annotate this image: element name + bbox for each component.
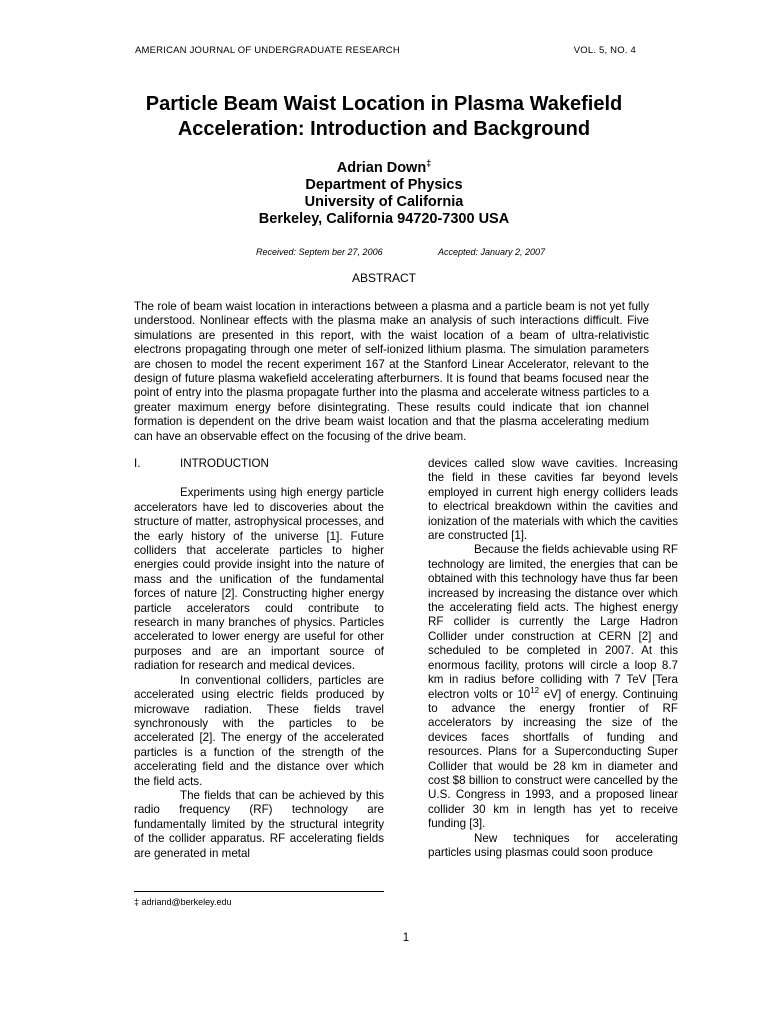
paragraph: In conventional colliders, particles are accelerated using electric fields produced by microwave radiation. These fields travel synchronously with the particles to be accelerated [2]. The energy of the accelerated particles is a function of the strength of the accelerating field and the distance over which the field acts. (134, 673, 384, 788)
paragraph-text: eV] of energy. Continuing to advance the energy frontier of RF accelerators by increasing the size of the devices faces shortfalls of funding and resources. Plans for a Superconducting Super Collider that would be 28 km in diameter and cost $8 billion to construct were cancelled by the U.S. Congress in 1993, and a proposed linear collider 30 km in length has yet to receive funding [3]. (428, 687, 679, 831)
page-number: 1 (402, 932, 410, 944)
title-line-1: Particle Beam Waist Location in Plasma Wakefield (145, 93, 623, 115)
paragraph: New techniques for accelerating particles using plasmas could soon produce (428, 831, 678, 859)
page-number-row (0, 932, 768, 944)
journal-header: AMERICAN JOURNAL OF UNDERGRADUATE RESEARCH (135, 45, 400, 56)
accepted-date: Accepted: January 2, 2007 (438, 247, 546, 257)
paper-title (100, 92, 668, 142)
paragraph: devices called slow wave cavities. Increasing the field in these cavities far beyond levels employed in current high energy colliders leads to electrical breakdown within the cavities and ionization of the materials with which the cavities are constructed [1]. (428, 457, 678, 543)
author-university: University of California (304, 194, 464, 210)
abstract-text: The role of beam waist location in interactions between a plasma and a particle beam is not yet fully understood. Nonlinear effects with the plasma make an analysis of such interactions difficult. Five simulations are presented in this report, with the waist location of a beam of ultra-relativistic electrons propagating through one meter of self-ionized lithium plasma. The simulation parameters are chosen to model the recent experiment 167 at the Stanford Linear Accelerator, relevant to the design of future plasma wakefield accelerating afterburners. It is found that beams focused near the point of entry into the plasma propagate further into the plasma and accelerate witness particles to a greater maximum energy before disintegrating. These results could indicate that ion channel formation is dependent on the drive beam waist location and that the plasma accelerating medium can have an observable effect on the focusing of the drive beam. (134, 300, 649, 443)
author-footnote-mark: ‡ (426, 158, 432, 168)
section-number: I. (134, 457, 141, 470)
abstract-heading: ABSTRACT (351, 271, 416, 285)
author-block (100, 160, 668, 228)
author-name: Adrian Down (336, 160, 427, 176)
author-name-line (100, 160, 668, 177)
author-department: Department of Physics (305, 177, 463, 193)
section-heading (134, 457, 384, 471)
title-line-2: Acceleration: Introduction and Background (177, 118, 591, 140)
paragraph: Experiments using high energy particle accelerators have led to discoveries about the structure of matter, astrophysical processes, and the early history of the universe [1]. Future colliders that accelerate particles to higher energies could provide insight into the nature of mass and the unification of the fundamental forces of nature [2]. Constructing higher energy particle accelerators could contribute to research in many branches of physics. Particles accelerated to lower energy are useful for other purposes and are an important source of radiation for research and medical devices. (134, 486, 384, 673)
volume-header: VOL. 5, NO. 4 (573, 45, 636, 56)
left-column (134, 457, 384, 861)
footnote-divider (134, 891, 384, 892)
received-date: Received: Septem ber 27, 2006 (256, 247, 383, 257)
exponent: 12 (530, 685, 540, 695)
footnote-email: ‡ adriand@berkeley.edu (134, 897, 232, 907)
section-title: INTRODUCTION (180, 457, 269, 470)
paragraph-text: Because the fields achievable using RF technology are limited, the energies that can be obtained with this technology have thus far been increased by increasing the distance over which the accelerating field acts. The highest energy RF collider is currently the Large Hadron Collider under construction at CERN [2] and scheduled to be completed in 2007. At this enormous facility, protons will circle a loop 8.7 km in radius before colliding with 7 TeV [Tera electron volts or 10 (428, 543, 678, 701)
author-address: Berkeley, California 94720-7300 USA (258, 211, 510, 227)
paragraph: The fields that can be achieved by this radio frequency (RF) technology are fundamentally limited by the structural integrity of the collider apparatus. RF accelerating fields are generated in metal (134, 788, 384, 860)
paragraph (428, 543, 678, 831)
right-column (428, 457, 678, 860)
abstract-body (134, 300, 649, 444)
